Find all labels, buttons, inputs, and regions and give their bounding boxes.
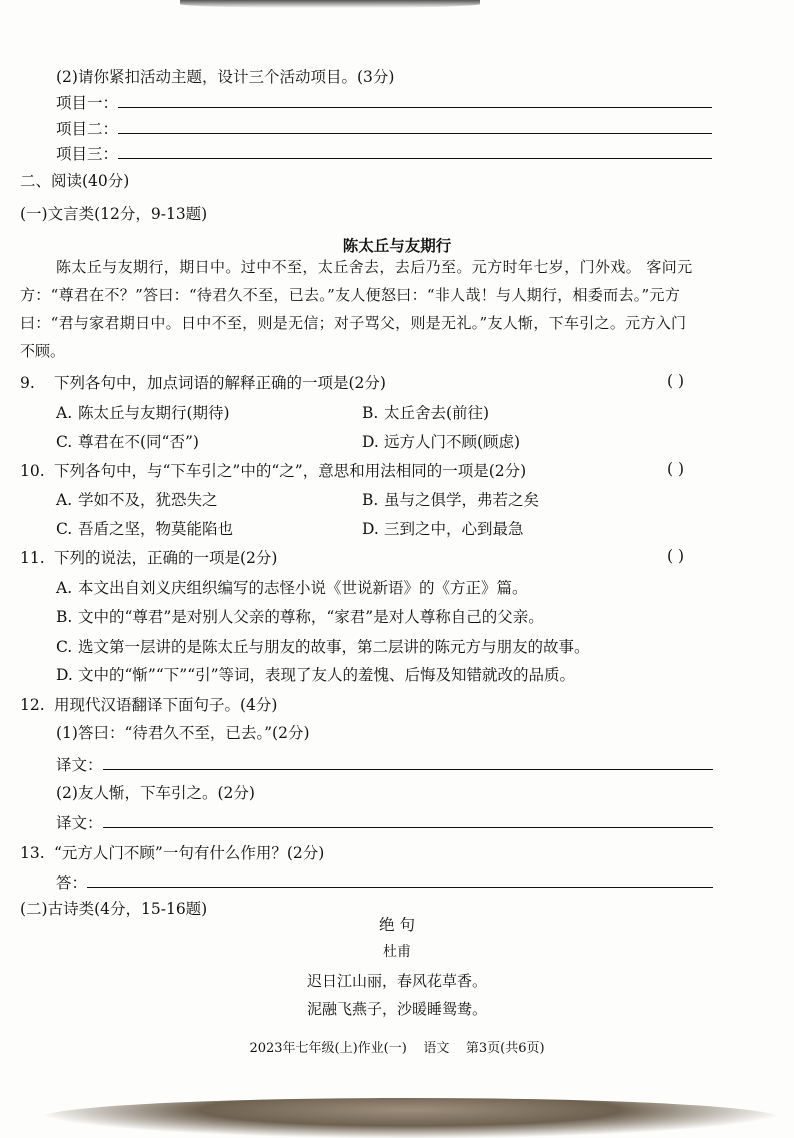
question-13-text: “元方人门不顾”一句有什么作用？(2分) [54, 844, 325, 862]
passage-title: 陈太丘与友期行 [342, 236, 452, 255]
question-11-answer-box[interactable]: ( ) [667, 547, 685, 565]
q10-option-b: B. 虽与之俱学，弗若之矣 [362, 491, 540, 509]
passage-line-4: 不顾。 [20, 342, 66, 360]
question-11-text: 下列的说法，正确的一项是(2分) [54, 549, 278, 567]
poem-line-2: 泥融飞燕子，沙暖睡鸳鸯。 [306, 1000, 487, 1018]
project-2-answer-line[interactable] [118, 119, 712, 134]
question-13-stem [20, 842, 324, 864]
scan-shadow-top [180, 0, 480, 8]
q11-option-d: D. 文中的“惭”“下”“引”等词，表现了友人的羞愧、后悔及知错就改的品质。 [56, 666, 576, 684]
question-9-answer-box[interactable]: ( ) [667, 372, 685, 390]
q13-answer-line[interactable] [87, 873, 713, 888]
question-12-text: 用现代汉语翻译下面句子。(4分) [54, 696, 278, 714]
project-1-label: 项目一： [56, 94, 119, 112]
section-2-title: 二、阅读(40分) [20, 172, 130, 190]
project-1-answer-line[interactable] [118, 93, 712, 108]
q13-answer-row [56, 872, 713, 894]
q13-answer-label: 答： [56, 874, 88, 892]
q10-option-c: C. 吾盾之坚，物莫能陷也 [56, 520, 234, 538]
project-2-row [56, 118, 712, 140]
q12-answer-1-row [56, 754, 713, 776]
q12-answer-1-line[interactable] [103, 755, 713, 770]
q10-option-d: D. 三到之中，心到最急 [362, 520, 524, 538]
subsection-poetry: (二)古诗类(4分，15-16题) [20, 900, 208, 918]
q11-option-c: C. 选文第一层讲的是陈太丘与朋友的故事，第二层讲的陈元方与朋友的故事。 [56, 638, 590, 656]
q12-answer-2-label: 译文： [56, 814, 103, 832]
project-3-label: 项目三： [56, 145, 119, 163]
question-12-number: 12. [20, 696, 45, 714]
question-10-answer-box[interactable]: ( ) [667, 460, 685, 478]
q11-option-b: B. 文中的“尊君”是对别人父亲的尊称，“家君”是对人尊称自己的父亲。 [56, 608, 544, 626]
question-10-number: 10. [20, 462, 45, 480]
passage-line-1: 陈太丘与友期行，期日中。过中不至，太丘舍去，去后乃至。元方时年七岁，门外戏。 客问元 [56, 258, 693, 276]
question-11-number: 11. [20, 549, 45, 567]
subsection-classical: (一)文言类(12分，9-13题) [20, 205, 208, 223]
q9-option-b: B. 太丘舍去(前往) [362, 404, 490, 422]
project-1-row [56, 92, 712, 114]
q12-answer-1-label: 译文： [56, 756, 103, 774]
question-9-stem [20, 372, 386, 394]
q9-option-c: C. 尊君在不(同“否”) [56, 433, 199, 451]
poem-title: 绝 句 [379, 916, 415, 934]
passage-line-2: 方：“尊君在不？”答曰：“待君久不至，已去。”友人便怒曰：“非人哉！与人期行，相委而去。”元方 [20, 286, 681, 304]
question-10-stem [20, 460, 526, 482]
passage-line-3: 曰：“君与家君期日中。日中不至，则是无信；对子骂父，则是无礼。”友人惭，下车引之。元方入门 [20, 314, 687, 332]
poem-author: 杜甫 [383, 944, 411, 960]
project-2-label: 项目二： [56, 120, 119, 138]
question-13-number: 13. [20, 844, 45, 862]
question-9-text: 下列各句中，加点词语的解释正确的一项是(2分) [54, 374, 386, 392]
question-11-stem [20, 547, 277, 569]
q12-answer-2-row [56, 812, 713, 834]
project-3-answer-line[interactable] [118, 144, 712, 159]
q9-option-d: D. 远方人门不顾(顾虑) [362, 433, 521, 451]
poem-line-1: 迟日江山丽，春风花草香。 [306, 972, 487, 990]
q12-sentence-1: (1)答曰：“待君久不至，已去。”(2分) [56, 724, 310, 742]
q12-sentence-2: (2)友人惭，下车引之。(2分) [56, 784, 255, 802]
q9-option-a: A. 陈太丘与友期行(期待) [56, 404, 230, 422]
question-12-stem [20, 694, 277, 716]
q11-option-a: A. 本文出自刘义庆组织编写的志怪小说《世说新语》的《方正》篇。 [56, 579, 528, 597]
question-9-number: 9. [20, 374, 35, 392]
project-3-row [56, 143, 712, 165]
q10-option-a: A. 学如不及，犹恐失之 [56, 491, 218, 509]
q2-prompt: (2)请你紧扣活动主题，设计三个活动项目。(3分) [56, 68, 395, 86]
q12-answer-2-line[interactable] [103, 813, 713, 828]
question-10-text: 下列各句中，与“下车引之”中的“之”，意思和用法相同的一项是(2分) [54, 462, 527, 480]
scan-shadow-bottom [40, 1098, 780, 1138]
page-footer: 2023年七年级(上)作业(一) 语文 第3页(共6页) [249, 1041, 545, 1056]
